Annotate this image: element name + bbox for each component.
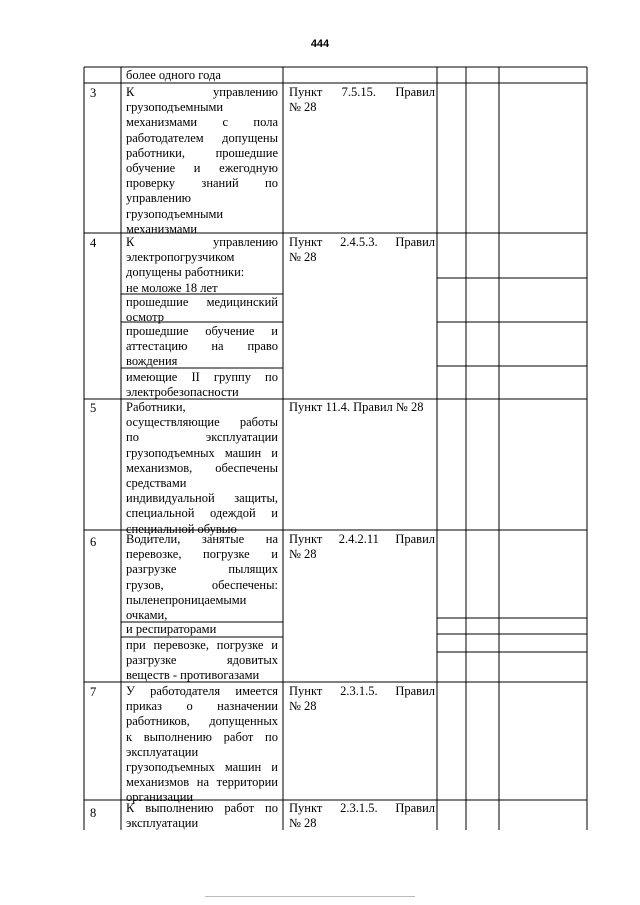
requirement-text: Водители, занятые на перевозке, погрузке и разгрузке пылящих грузов, обеспечены: пыленепроницаемыми очками, <box>126 532 278 623</box>
row-number: 6 <box>90 535 97 549</box>
requirement-text: К управлению грузоподъемными механизмами с пола работодателем допущены работники, прошедшие обучение и ежегодную проверку знаний по управлению грузоподъемными механизмами <box>126 85 278 236</box>
rule-reference: Пункт 2.4.2.11 Правил № 28 <box>289 532 435 562</box>
requirement-subitem: и респираторами <box>126 622 217 636</box>
requirement-text: У работодателя имеется приказ о назначении работников, допущенных к выполнению работ по эксплуатации грузоподъемных машин и механизмов на территории организации <box>126 684 278 805</box>
rule-reference: Пункт 2.3.1.5. Правил № 28 <box>289 684 435 714</box>
requirement-subitem: прошедшие медицинский осмотр <box>126 295 278 325</box>
row-number: 7 <box>90 685 97 699</box>
scan-edge-line <box>205 896 415 897</box>
page-number: 444 <box>310 38 330 50</box>
row-number: 4 <box>90 236 97 250</box>
requirement-text: Работники, осуществляющие работы по эксплуатации грузоподъемных машин и механизмов, обеспечены средствами индивидуальной защиты, специальной одеждой и специальной обувью <box>126 400 278 536</box>
row-number: 8 <box>90 806 97 820</box>
requirement-subitem: при перевозке, погрузке и разгрузке ядовитых веществ - противогазами <box>126 638 278 683</box>
rule-reference: Пункт 11.4. Правил № 28 <box>289 400 424 414</box>
rule-reference: Пункт 2.4.5.3. Правил № 28 <box>289 235 435 265</box>
requirement-subitem: имеющие II группу по электробезопасности <box>126 370 278 400</box>
row-cont-text: более одного года <box>126 68 221 82</box>
requirement-subitem: прошедшие обучение и аттестацию на право вождения <box>126 324 278 369</box>
row-number: 3 <box>90 86 97 100</box>
requirement-text: К выполнению работ по эксплуатации <box>126 801 278 831</box>
row-number: 5 <box>90 401 97 415</box>
requirement-text: К управлению электропогрузчиком допущены работники: не моложе 18 лет <box>126 235 278 295</box>
rule-reference: Пункт 7.5.15. Правил № 28 <box>289 85 435 115</box>
rule-reference: Пункт 2.3.1.5. Правил № 28 <box>289 801 435 831</box>
